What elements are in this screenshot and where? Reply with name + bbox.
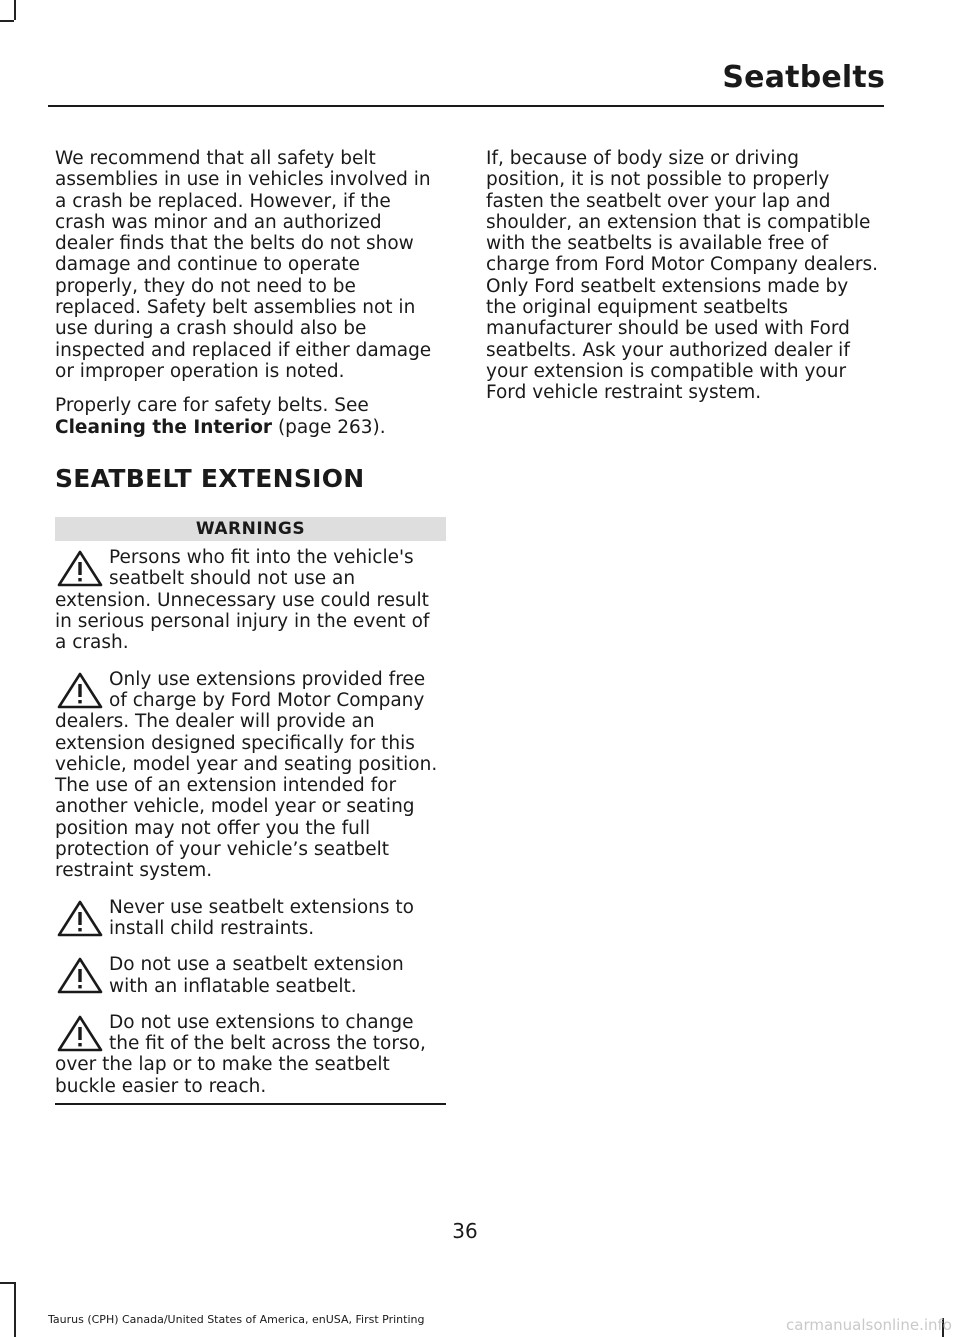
warning-text: Persons who fit into the vehicle's seatbelt should not use an extension. Unnecessary use could result in serious personal injury in the event of a crash. <box>55 547 430 654</box>
warning-triangle-icon <box>55 1014 107 1054</box>
page-number: 36 <box>452 1219 478 1243</box>
crop-mark <box>0 20 14 22</box>
page-reference: (page 263). <box>272 416 386 438</box>
page-header-title: Seatbelts <box>722 60 885 95</box>
right-column <box>486 148 881 417</box>
crop-mark <box>0 1282 14 1284</box>
warning-triangle-icon <box>55 671 107 711</box>
care-text: Properly care for safety belts. See <box>55 395 369 417</box>
warning-item <box>55 669 446 882</box>
warning-text: Never use seatbelt extensions to install child restraints. <box>109 896 414 939</box>
warning-text: Do not use extensions to change the fit of the belt across the torso, over the lap or to make the seatbelt buckle easier to reach. <box>55 1011 426 1097</box>
warning-item <box>55 547 446 653</box>
warning-item <box>55 897 446 940</box>
warnings-end-rule <box>55 1103 446 1105</box>
crop-mark <box>14 0 16 20</box>
warning-triangle-icon <box>55 956 107 996</box>
header-rule <box>48 105 884 107</box>
warning-text: Do not use a seatbelt extension with an inflatable seatbelt. <box>109 954 404 997</box>
edition-footer: Taurus (CPH) Canada/United States of America, enUSA, First Printing <box>48 1313 425 1326</box>
left-column <box>55 148 446 1105</box>
warning-triangle-icon <box>55 899 107 939</box>
cleaning-interior-link[interactable]: Cleaning the Interior <box>55 416 273 438</box>
warnings-header: WARNINGS <box>55 517 446 541</box>
crop-mark <box>14 1282 16 1337</box>
watermark: carmanualsonline.info <box>786 1316 952 1334</box>
warning-text: Only use extensions provided free of charge by Ford Motor Company dealers. The dealer will provide an extension designed specifically for this vehicle, model year and seating position. The use of an extension intended for another vehicle, model year or seating position may not offer you the full protection of your vehicle’s seatbelt restraint system. <box>55 668 438 882</box>
warning-item <box>55 1012 446 1097</box>
warning-item <box>55 954 446 997</box>
warning-triangle-icon <box>55 549 107 589</box>
extension-availability-paragraph: If, because of body size or driving position, it is not possible to properly fasten the seatbelt over your lap and shoulder, an extension that is compatible with the seatbelts is available free of charge from Ford Motor Company dealers. Only Ford seatbelt extensions made by the original equipment seatbelts manufacturer should be used with Ford seatbelts. Ask your authorized dealer if your extension is compatible with your Ford vehicle restraint system. <box>486 148 878 404</box>
crash-replacement-paragraph: We recommend that all safety belt assemblies in use in vehicles involved in a crash be replaced. However, if the crash was minor and an authorized dealer finds that the belts do not show damage and continue to operate properly, they do not need to be replaced. Safety belt assemblies not in use during a crash should also be inspected and replaced if either damage or improper operation is noted. <box>55 148 432 382</box>
section-heading: SEATBELT EXTENSION <box>55 463 365 493</box>
care-paragraph <box>55 395 446 438</box>
